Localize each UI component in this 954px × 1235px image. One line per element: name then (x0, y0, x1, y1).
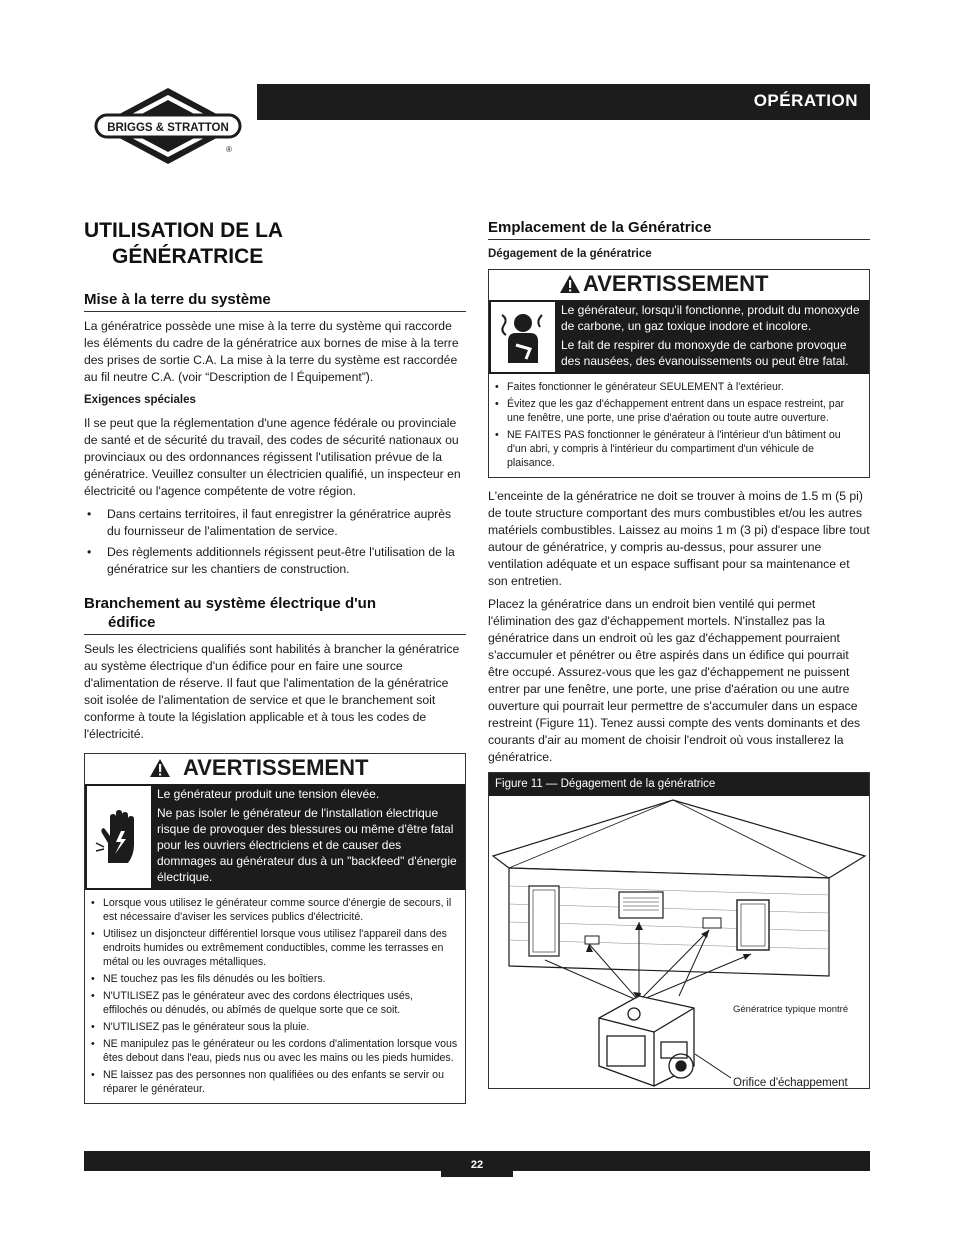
brand-logo (93, 86, 243, 168)
warning-list (489, 374, 869, 477)
connection-paragraph: Seuls les électriciens qualifiés sont habilités à brancher la génératrice au système électrique d'un édifice pour en faire une source d'alimentation de réserve. Il faut que l'alimentation de la génératrice soit isolée de l'alimentation de service et que le branchement soit conforme à toute la législation applicable et à tous les codes de l'électricité. (84, 642, 460, 741)
registered-mark: ® (226, 145, 232, 154)
toxic-fumes-person-icon (491, 302, 555, 372)
warning-title-text: AVERTISSEMENT (183, 755, 369, 780)
exhaust-outlet-label: Orifice d'échappement (733, 1077, 848, 1088)
warning-triangle-icon (149, 758, 171, 778)
figure-11 (488, 772, 870, 1089)
warning-text-line: Ne pas isoler le générateur de l'installation électrique risque de provoquer des blessures ou même d'être fatal pour les ouvriers électriciens et de causer des dommages au générateur dus à un "backfeed" d'énergie électrique. (157, 806, 457, 884)
page-title (84, 218, 466, 270)
typical-generator-label: Génératrice typique montré (733, 1004, 849, 1015)
list-item: • NE touchez pas les fils dénudés ou les boîtiers. (85, 972, 459, 986)
list-item: • NE laissez pas des personnes non qualifiées ou des enfants se servir ou réparer le générateur. (85, 1068, 459, 1096)
list-item: • N'UTILISEZ pas le générateur sous la pluie. (85, 1020, 459, 1034)
special-requirements-heading: Exigences spéciales (84, 394, 196, 406)
grounding-heading: Mise à la terre du système (84, 290, 466, 312)
grounding-paragraph: La génératrice possède une mise à la terre du système qui raccorde les éléments du cadre de la génératrice aux bornes de mise à la terre des prises de sortie C.A. La mise à la terre du système est raccordée au fil neutre C.A. (voir “Description de l Équipement”). (84, 319, 459, 384)
special-requirements-paragraph: Il se peut que la réglementation d'une agence fédérale ou provinciale de santé et de sécurité du travail, des codes de sécurité nationaux ou provinciaux ou des ordonnances régissent l'utilisation prévue de la génératrice. Veuillez consulter un électricien qualifié, un inspecteur en électricité ou l'agence compétente de votre région. (84, 416, 461, 498)
list-item: • Lorsque vous utilisez le générateur comme source d'énergie de secours, il est nécessaire d'aviser les services publics d'électricité. (85, 896, 459, 924)
warning-text (557, 300, 869, 374)
logo-text: BRIGGS & STRATTON (107, 122, 229, 134)
location-heading: Emplacement de la Génératrice (488, 218, 870, 240)
list-item: • Utilisez un disjoncteur différentiel lorsque vous utilisez l'appareil dans des endroits humides ou extrêmement conductibles, comme les terrasses en métal ou les ouvrages métalliques. (85, 927, 459, 969)
list-item: • NE manipulez pas le générateur ou les cordons d'alimentation lorsque vous êtes debout dans l'eau, pieds nus ou avec les mains ou les pieds humides. (85, 1037, 459, 1065)
list-item: • Évitez que les gaz d'échappement entrent dans un espace restreint, par une fenêtre, une porte, une prise d'aération ou toute autre ouverture. (489, 397, 863, 425)
ventilation-paragraph: Placez la génératrice dans un endroit bien ventilé qui permet l'élimination des gaz d'échappement mortels. N'installez pas la génératrice dans un endroit où les gaz d'échappement pourraient s'accumuler et pénétrer ou être aspirés dans un édifice qui pourrait être occupé. Assurez-vous que les gaz d'échappement ne puissent entrer par une fenêtre, une porte, une prise d'aération ou une autre ouverture qui pourrait leur permettre de s'accumuler dans un espace restreint (Figure 11). Tenez aussi compte des vents dominants et des courants d'air au moment de choisir l'endroit où vous installerez la génératrice. (488, 597, 861, 764)
warning-list (85, 890, 465, 1103)
warning-title (85, 754, 465, 784)
list-item: • Faites fonctionner le générateur SEULEMENT à l'extérieur. (489, 380, 863, 394)
figure-illustration (489, 796, 869, 1088)
generator-clearance-illustration (489, 796, 869, 1088)
list-item: • N'UTILISEZ pas le générateur avec des cordons électriques usés, effilochés ou dénudés, ou abîmés de quelque sorte que ce soit. (85, 989, 459, 1017)
page-number: 22 (441, 1151, 513, 1177)
warning-body (85, 784, 465, 890)
warning-text (153, 784, 465, 890)
connection-heading-line2: édifice (108, 614, 156, 631)
connection-heading-line1: Branchement au système électrique d'un (84, 595, 376, 612)
header-bar (257, 84, 870, 120)
list-item: • Dans certains territoires, il faut enregistrer la génératrice auprès du fournisseur de l'alimentation de service. (84, 506, 466, 540)
warning-body (489, 300, 869, 374)
warning-text-line: Le fait de respirer du monoxyde de carbone provoque des nausées, des évanouissements ou peut être fatal. (561, 338, 849, 368)
page-title-line1: UTILISATION DE LA (84, 219, 284, 242)
list-item: • NE FAITES PAS fonctionner le générateur à l'intérieur d'un bâtiment ou d'un abri, y compris à l'intérieur du compartiment d'un véhicule de plaisance. (489, 428, 863, 470)
electrical-warning-box (84, 753, 466, 1104)
warning-title (489, 270, 869, 300)
warning-text-line: Le générateur, lorsqu'il fonctionne, produit du monoxyde de carbone, un gaz toxique inodore et incolore. (561, 303, 860, 333)
list-item: • Des règlements additionnels régissent peut-être l'utilisation de la génératrice sur les chantiers de construction. (84, 544, 466, 578)
electric-shock-hand-icon (87, 786, 151, 888)
co-warning-box (488, 269, 870, 478)
figure-caption: Figure 11 — Dégagement de la génératrice (489, 773, 869, 796)
warning-triangle-icon (559, 274, 581, 294)
clearance-paragraph: L'enceinte de la génératrice ne doit se trouver à moins de 1.5 m (5 pi) de toute structure comportant des murs combustibles et/ou les autres matériels combustibles. Laissez au moins 1 m (3 pi) d'espace libre tout autour de génératrice, y compris au-dessus, pour assurer une ventilation adéquate et un espace suffisant pour sa maintenance et son entretien. (488, 489, 870, 588)
connection-heading (84, 594, 466, 635)
requirements-list (84, 506, 466, 578)
right-column (488, 218, 870, 1089)
warning-text-line: Le générateur produit une tension élevée. (157, 787, 380, 801)
page-title-line2: GÉNÉRATRICE (112, 245, 264, 268)
section-title: OPÉRATION (753, 91, 858, 110)
warning-title-text: AVERTISSEMENT (583, 271, 769, 296)
clearance-heading: Dégagement de la génératrice (488, 248, 652, 260)
left-column (84, 218, 466, 1114)
